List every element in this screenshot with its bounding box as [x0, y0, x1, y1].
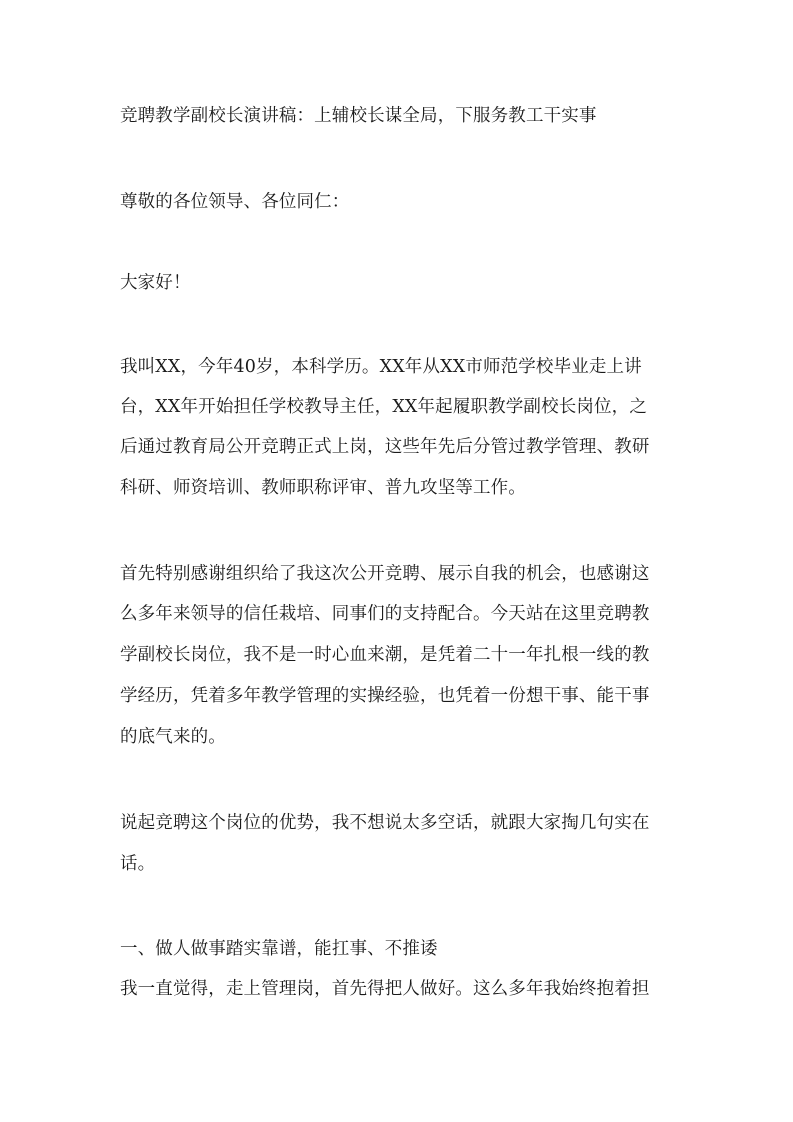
paragraph-line: 话。 [120, 854, 156, 874]
paragraph-line: 后通过教育局公开竞聘正式上岗，这些年先后分管过教学管理、教研 [120, 437, 650, 457]
greeting: 大家好！ [120, 273, 191, 293]
paragraph-line: 的底气来的。 [120, 727, 226, 747]
paragraph-line: 台，XX年开始担任学校教导主任，XX年起履职教学副校长岗位，之 [120, 397, 647, 417]
section-paragraph-line: 我一直觉得，走上管理岗，首先得把人做好。这么多年我始终抱着担 [120, 979, 650, 999]
paragraph-line: 学经历，凭着多年教学管理的实操经验，也凭着一份想干事、能干事 [120, 686, 650, 706]
paragraph-line: 首先特别感谢组织给了我这次公开竞聘、展示自我的机会，也感谢这 [120, 564, 650, 584]
paragraph-line: 科研、师资培训、教师职称评审、普九攻坚等工作。 [120, 478, 526, 498]
document-title: 竞聘教学副校长演讲稿：上辅校长谋全局，下服务教工干实事 [120, 106, 597, 126]
paragraph-line: 说起竞聘这个岗位的优势，我不想说太多空话，就跟大家掏几句实在 [120, 813, 650, 833]
salutation: 尊敬的各位领导、各位同仁： [120, 192, 350, 212]
paragraph-line: 学副校长岗位，我不是一时心血来潮，是凭着二十一年扎根一线的教 [120, 645, 650, 665]
paragraph-line: 么多年来领导的信任栽培、同事们的支持配合。今天站在这里竞聘教 [120, 604, 650, 624]
paragraph-line: 我叫XX，今年40岁，本科学历。XX年从XX市师范学校毕业走上讲 [120, 357, 642, 377]
section-heading: 一、做人做事踏实靠谱，能扛事、不推诿 [120, 939, 438, 959]
